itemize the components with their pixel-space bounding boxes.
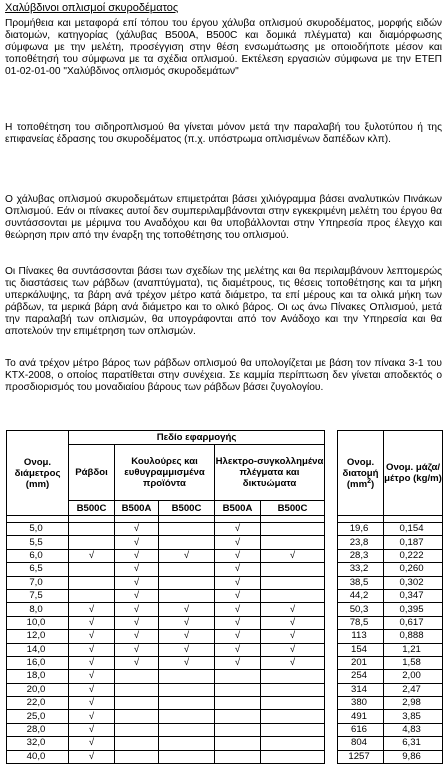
cell-check: √ [69,683,115,696]
cell-mass: 6,31 [384,737,443,750]
header-mass: Ονομ. μάζα/ μέτρο (kg/m) [384,431,443,516]
cell-area: 44,2 [338,589,384,602]
table-body [7,516,443,764]
cell-check: √ [69,710,115,723]
cell-spacer [325,656,338,669]
header-coils: Κουλούρες και ευθυγραμμισμένα προϊόντα [115,445,215,501]
cell-check [261,697,325,710]
cell-mass: 2,98 [384,697,443,710]
cell-check: √ [69,697,115,710]
cell-mass: 1,58 [384,656,443,669]
cell-check: √ [115,616,159,629]
paragraph-placement: Η τοποθέτηση του σιδηροπλισμού θα γίνεται μόνον μετά την παραλαβή του ξυλοτύπου ή της επιφανείας έδρασης του σκυροδέματος (π.χ. υπόστρωμα οπλισμένων δαπέδων κλπ). [5,122,442,145]
cell-check: √ [215,589,261,602]
cell-spacer [325,683,338,696]
cell-diameter: 14,0 [7,643,69,656]
cell-check [261,589,325,602]
cell-mass: 0,187 [384,536,443,549]
paragraph-unit-weight: Το ανά τρέχον μέτρο βάρος των ράβδων οπλισμού θα υπολογίζεται με βάση τον πίνακα 3-1 του ΚΤΧ-2008, ο οποίος παρατίθεται στην συνέχεια. Σε καμμία περίπτωση δεν γίνεται αποδεκτός ο προσδιορισμός του μοναδιαίου βάρους των ράβδων βάσει ζυγολογίου. [5,358,442,393]
cell-spacer [325,697,338,710]
cell-spacer [325,576,338,589]
cell-area: 616 [338,723,384,736]
cell-mass: 2,47 [384,683,443,696]
cell-check [115,683,159,696]
cell-check: √ [215,563,261,576]
table-row [7,683,443,696]
cell-diameter: 25,0 [7,710,69,723]
table-row [7,710,443,723]
table-row [7,589,443,602]
cell-mass: 0,347 [384,589,443,602]
cell-diameter: 6,0 [7,549,69,562]
cell-check [159,737,215,750]
table-row [7,630,443,643]
cell-area: 78,5 [338,616,384,629]
cell-check [159,750,215,763]
table-row [7,737,443,750]
cell-check: √ [261,656,325,669]
cell-check: √ [215,576,261,589]
cell-check: √ [69,656,115,669]
cell-diameter: 8,0 [7,603,69,616]
cell-diameter: 6,5 [7,563,69,576]
cell-check [261,670,325,683]
cell-diameter: 12,0 [7,630,69,643]
cell-area: 804 [338,737,384,750]
cell-check [159,670,215,683]
cell-diameter: 5,0 [7,523,69,536]
header-spacer [325,431,338,516]
cell-check: √ [69,737,115,750]
cell-check: √ [215,523,261,536]
cell-mass: 0,260 [384,563,443,576]
table-row [7,670,443,683]
cell-check [215,710,261,723]
cell-check [261,536,325,549]
cell-check [69,589,115,602]
cell-check [159,536,215,549]
cell-check [69,563,115,576]
cell-check: √ [159,549,215,562]
cell-check: √ [115,563,159,576]
table-row [7,656,443,669]
subheader-coils-b500c: B500C [159,501,215,516]
cell-check [215,723,261,736]
cell-area: 201 [338,656,384,669]
cell-diameter: 5,5 [7,536,69,549]
cell-mass: 3,85 [384,710,443,723]
cell-check: √ [69,643,115,656]
cell-check: √ [69,670,115,683]
cell-spacer [325,603,338,616]
table-row [7,643,443,656]
cell-check: √ [159,630,215,643]
cell-spacer [325,630,338,643]
cell-area: 380 [338,697,384,710]
cell-check [261,576,325,589]
cell-check: √ [115,536,159,549]
cell-check [261,723,325,736]
cell-check [159,523,215,536]
table-row [7,603,443,616]
cell-check [115,710,159,723]
cell-check [159,710,215,723]
cell-check: √ [69,603,115,616]
cell-mass: 0,302 [384,576,443,589]
paragraph-measurement: Ο χάλυβας οπλισμού σκυροδεμάτων επιμετράται βάσει χιλιόγραμμα βάσει αναλυτικών Πινάκων Οπλισμού. Εάν οι πίνακες αυτοί δεν συμπεριλαμβάνονται στην εγκεκριμένη μελέτη του έργου θα συντάσσονται με μέριμνα του Αναδόχου και θα υποβάλλονται στην Υπηρεσία προς έλεγχο και θεώρηση πριν από την έναρξη της τοποθέτησης του οπλισμού. [5,194,442,241]
cell-check: √ [69,616,115,629]
cell-area: 314 [338,683,384,696]
cell-check: √ [261,643,325,656]
cell-check [159,723,215,736]
cell-check: √ [115,643,159,656]
cell-check: √ [115,549,159,562]
cell-check [215,683,261,696]
cell-spacer [325,549,338,562]
cell-check [215,750,261,763]
cell-diameter: 32,0 [7,737,69,750]
cell-check: √ [115,576,159,589]
cell-area: 1257 [338,750,384,763]
cell-check [69,536,115,549]
table-row [7,536,443,549]
cell-check [261,683,325,696]
cell-spacer [325,750,338,763]
table-row [7,576,443,589]
cell-spacer [325,710,338,723]
table-row [7,549,443,562]
cell-check [159,697,215,710]
cell-check: √ [215,630,261,643]
cell-area: 50,3 [338,603,384,616]
cell-mass: 0,154 [384,523,443,536]
cell-area: 19,6 [338,523,384,536]
cell-check [215,737,261,750]
cell-area: 154 [338,643,384,656]
cell-check: √ [261,549,325,562]
cell-check [159,683,215,696]
section-heading: Χαλύβδινοι οπλισμοί σκυροδέματος [5,2,179,14]
cell-area: 113 [338,630,384,643]
cell-diameter: 16,0 [7,656,69,669]
cell-spacer [325,616,338,629]
cell-mass: 0,888 [384,630,443,643]
cell-spacer [325,536,338,549]
cell-check [159,576,215,589]
cell-mass: 1,21 [384,643,443,656]
cell-mass: 0,395 [384,603,443,616]
table-row [7,750,443,763]
subheader-bars-b500c: B500C [69,501,115,516]
cell-check [159,563,215,576]
cell-check: √ [215,656,261,669]
cell-spacer [325,563,338,576]
paragraph-scope: Προμήθεια και μεταφορά επί τόπου του έργου χάλυβα οπλισμού σκυροδέματος, μορφής ειδών διατομών, κατηγορίας (χάλυβας B500A, B500C και δομικά πλέγματα) και διαμόρφωσης σύμφωνα με την μελέτη, προσέγγιση στην θέση ενσωμάτωσης με οποιοδήποτε μέσον και τοποθέτησή του σύμφωνα με τα σχέδια οπλισμού. Εκτέλεση εργασιών σύμφωνα με την ΕΤΕΠ 01-02-01-00 "Χαλύβδινος οπλισμός σκυροδεμάτων" [5,18,442,77]
cell-check: √ [261,616,325,629]
cell-spacer [325,723,338,736]
cell-diameter: 10,0 [7,616,69,629]
cell-check: √ [69,750,115,763]
cell-check [115,750,159,763]
cell-check: √ [215,616,261,629]
cell-check [115,737,159,750]
cell-diameter: 7,0 [7,576,69,589]
cell-mass: 2,00 [384,670,443,683]
cell-diameter: 28,0 [7,723,69,736]
cell-check [159,589,215,602]
cell-diameter: 40,0 [7,750,69,763]
header-bars: Ράβδοι [69,445,115,501]
cell-area: 491 [338,710,384,723]
cell-check [261,737,325,750]
cell-mass: 4,83 [384,723,443,736]
cell-check: √ [115,630,159,643]
cell-check [115,670,159,683]
cell-diameter: 22,0 [7,697,69,710]
table-row [7,616,443,629]
cell-check: √ [69,549,115,562]
subheader-mesh-b500c: B500C [261,501,325,516]
cell-check: √ [215,643,261,656]
cell-check: √ [215,549,261,562]
cell-check: √ [261,630,325,643]
table-gap-row [7,516,443,523]
cell-diameter: 20,0 [7,683,69,696]
cell-check: √ [115,656,159,669]
subheader-coils-b500a: B500A [115,501,159,516]
cell-check: √ [215,536,261,549]
cell-check [69,523,115,536]
cell-area: 28,3 [338,549,384,562]
table-row [7,523,443,536]
cell-check [261,750,325,763]
cell-spacer [325,523,338,536]
header-area: Ονομ. διατομή $(mm^2)$ [338,431,384,516]
cell-check: √ [159,616,215,629]
cell-check [215,670,261,683]
cell-mass: 0,617 [384,616,443,629]
paragraph-schedules: Οι Πίνακες θα συντάσσονται βάσει των σχεδίων της μελέτης και θα περιλαμβάνουν λεπτομερώς τις διαστάσεις των ράβδων (αναπτύγματα), τις διαμέτρους, τις θέσεις τοποθέτησης και τα μήκη υπερκάλυψης, τα βάρη ανά τρέχον μέτρο κατά διάμετρο, τα επί μέρους και τα ολικά μήκη των ράβδων, τα μερικά βάρη ανά διάμετρο και το ολικό βάρος. Οι ως άνω Πίνακες Οπλισμού, μετά την παραλαβή των οπλισμών, θα υπογράφονται από τον Ανάδοχο και την Υπηρεσία και θα αποτελούν την επιμέτρηση των οπλισμών. [5,266,442,337]
cell-check: √ [159,656,215,669]
cell-check: √ [69,630,115,643]
table-row [7,723,443,736]
cell-area: 254 [338,670,384,683]
cell-mass: 0,222 [384,549,443,562]
table-row [7,563,443,576]
rebar-weight-table [6,430,443,764]
cell-area: 38,5 [338,576,384,589]
cell-check: √ [215,603,261,616]
cell-diameter: 7,5 [7,589,69,602]
cell-check: √ [115,523,159,536]
header-diameter: Ονομ. διάμετρος (mm) [7,431,69,516]
cell-area: 23,8 [338,536,384,549]
cell-check: √ [261,603,325,616]
cell-check [261,710,325,723]
cell-spacer [325,589,338,602]
cell-check [261,563,325,576]
cell-check [115,723,159,736]
subheader-mesh-b500a: B500A [215,501,261,516]
cell-check [261,523,325,536]
cell-spacer [325,737,338,750]
cell-check [115,697,159,710]
header-application-field: Πεδίο εφαρμογής [69,431,325,445]
cell-spacer [325,643,338,656]
cell-check: √ [159,603,215,616]
cell-diameter: 18,0 [7,670,69,683]
cell-check: √ [115,589,159,602]
cell-check: √ [69,723,115,736]
table-row [7,697,443,710]
cell-area: 33,2 [338,563,384,576]
header-mesh: Ηλεκτρο-συγκολλημένα πλέγματα και δικτυώματα [215,445,325,501]
cell-check: √ [115,603,159,616]
cell-spacer [325,670,338,683]
cell-check [69,576,115,589]
cell-mass: 9,86 [384,750,443,763]
cell-check [215,697,261,710]
cell-check: √ [159,643,215,656]
